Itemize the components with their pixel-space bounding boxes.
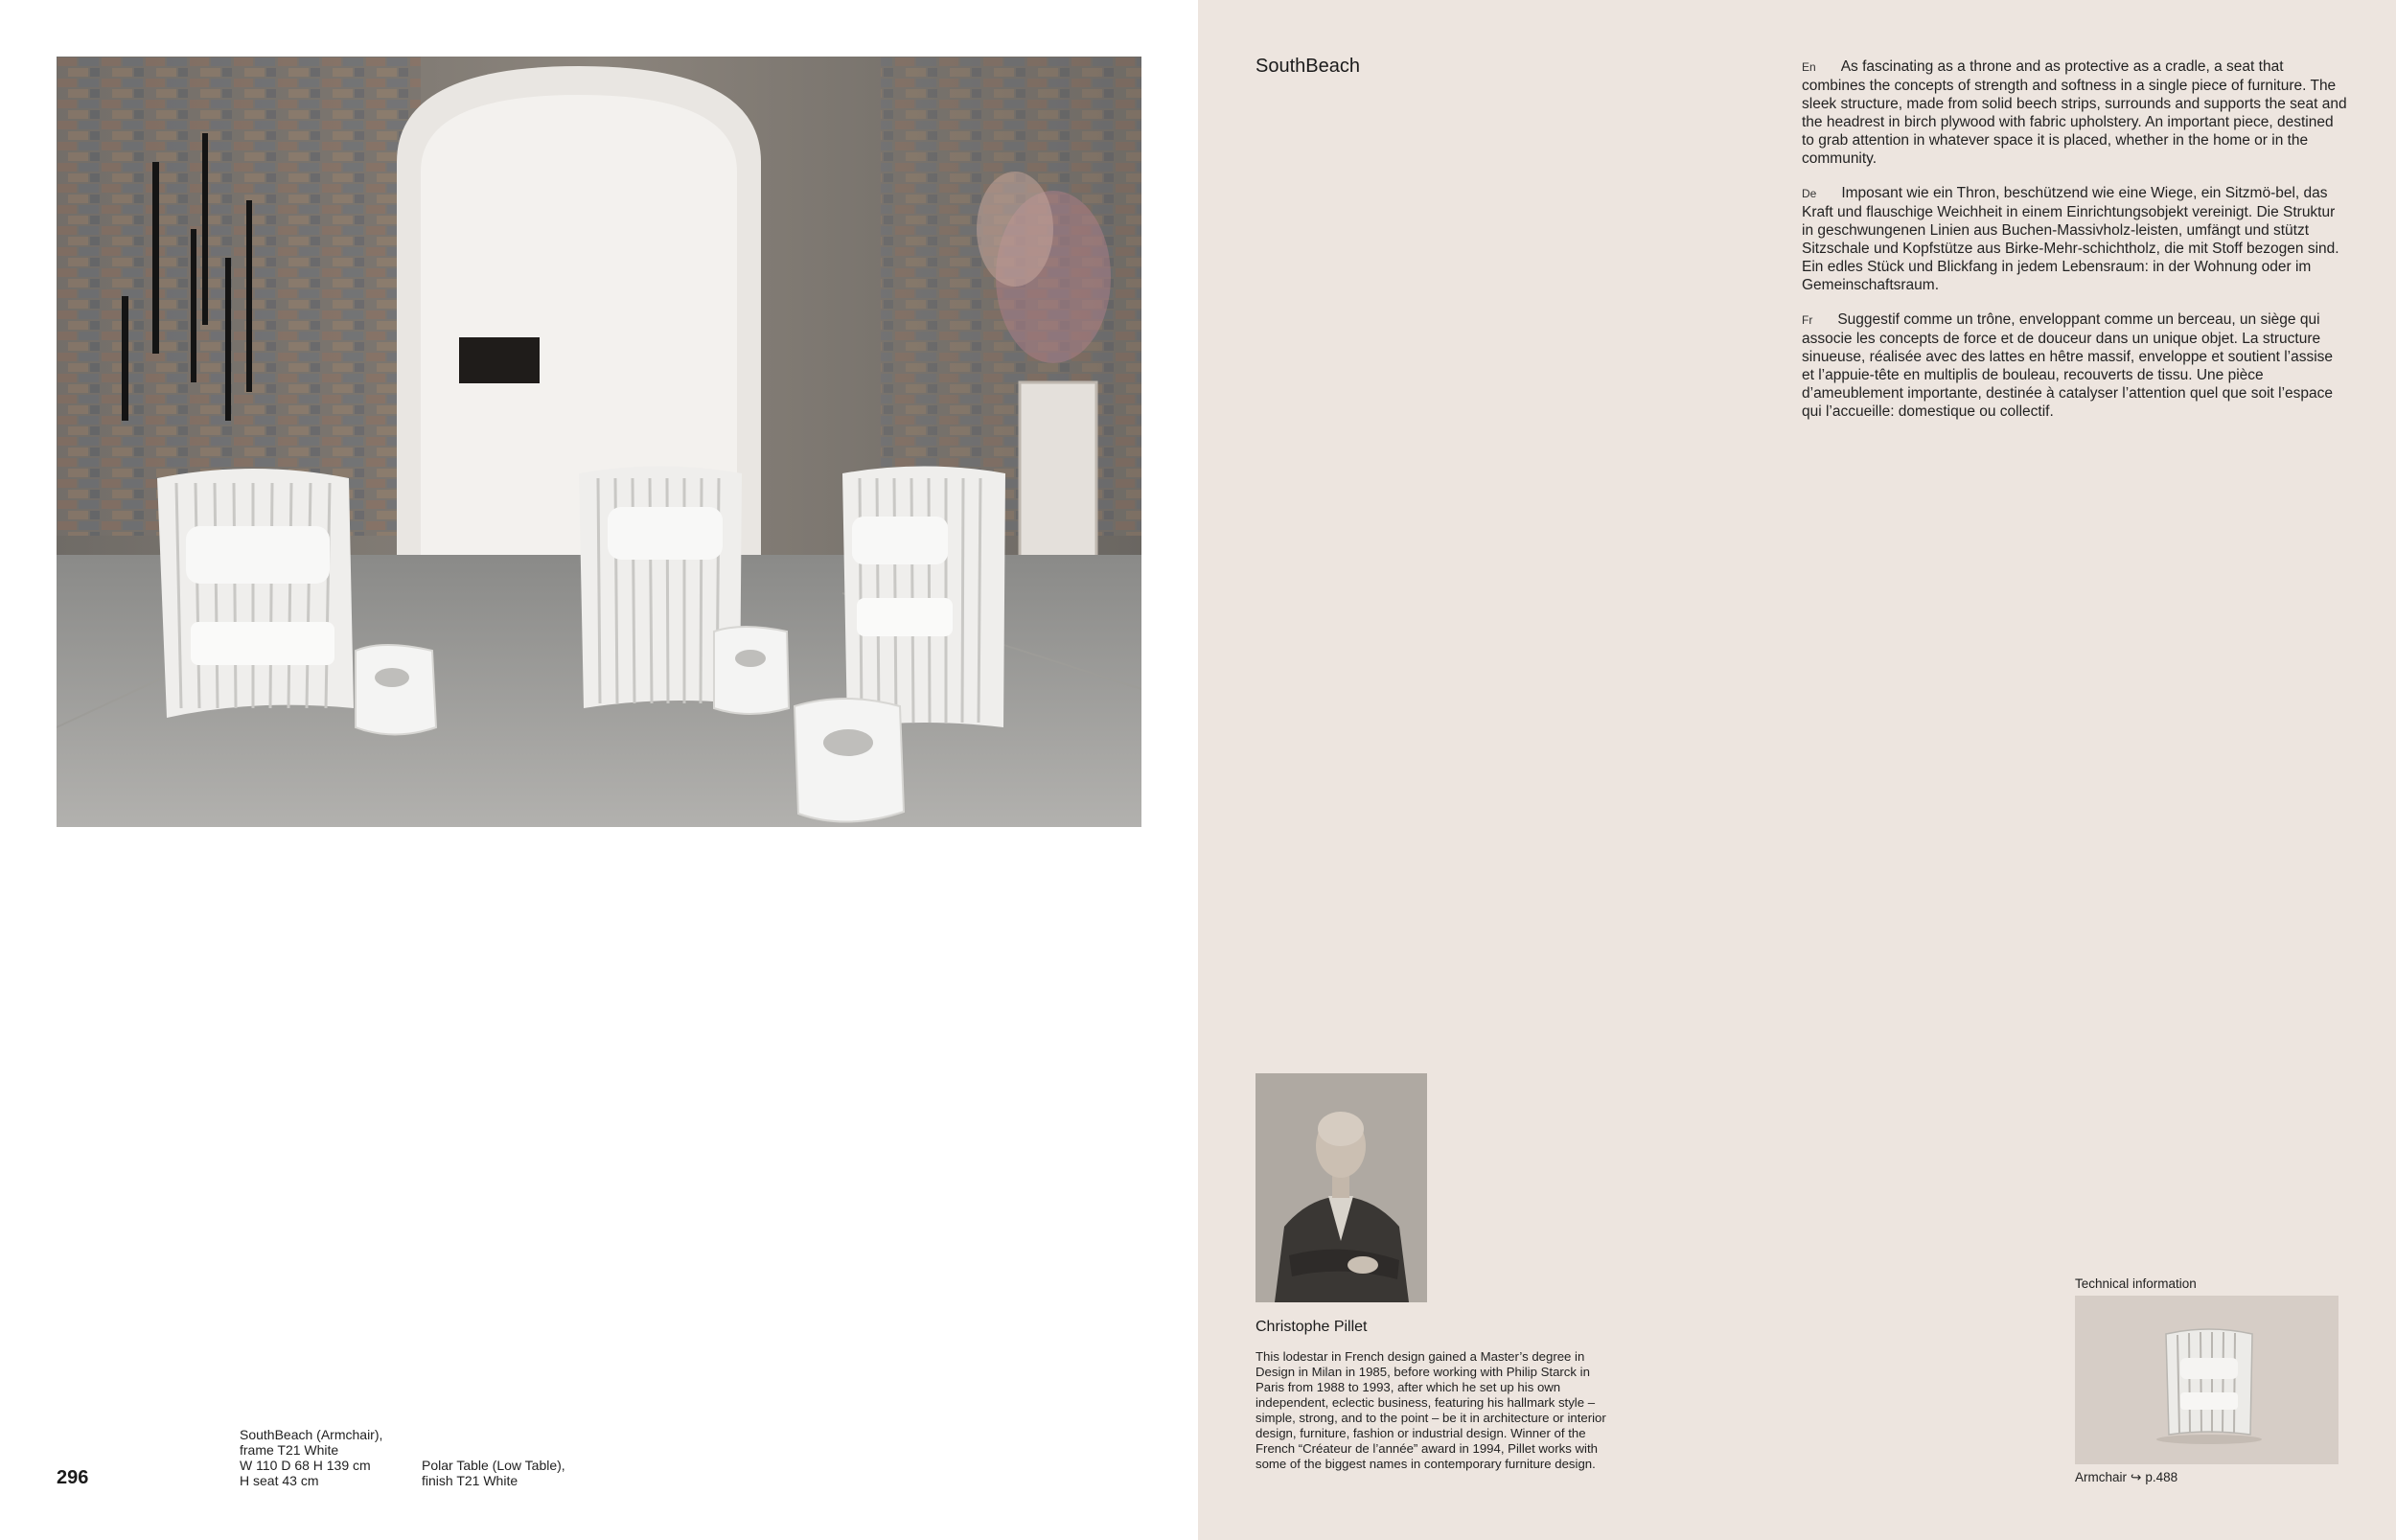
- table-caption-line: finish T21 White: [422, 1473, 518, 1488]
- armchair-caption-line: SouthBeach (Armchair),: [240, 1427, 383, 1442]
- technical-armchair-thumbnail: [2075, 1296, 2338, 1464]
- language-code: En: [1802, 60, 1816, 74]
- description-text: Suggestif comme un trône, enveloppant comme un berceau, un siège qui associe les concepts de force et de douceur dans un unique objet. La structure sinueuse, réalisée avec des lattes en hêtre massif, enveloppe et soutient l’assise et l’appuie-tête en multiplis de bouleau, recouverts de tissu. Une pièce d’ameublement importante, destinée à catalyser l’attention quel que soit l’espace qui l’accueille: domestique ou collectif.: [1802, 311, 2334, 420]
- table-caption-line: Polar Table (Low Table),: [422, 1458, 565, 1473]
- product-title: SouthBeach: [1256, 56, 1360, 77]
- technical-information-label: Technical information: [2075, 1276, 2197, 1291]
- technical-link[interactable]: [2075, 1470, 2177, 1485]
- product-photo: [57, 57, 1141, 827]
- page-number: 296: [57, 1467, 89, 1488]
- return-arrow-icon: ↪: [2131, 1470, 2142, 1484]
- technical-link-item: Armchair: [2075, 1470, 2128, 1484]
- description-english: [1802, 57, 2348, 168]
- designer-bio: This lodestar in French design gained a Master’s degree in Design in Milan in 1985, before working with Philip Starck in Paris from 1988 to 1993, after which he set up his own independent, eclectic business, featuring his hallmark style – simple, strong, and to the point – be it in architecture or interior design, furniture, fashion or industrial design. Winner of the French “Créateur de l’année” award in 1994, Pillet works with some of the biggest names in contemporary furniture design.: [1256, 1349, 1606, 1471]
- armchair-caption-line: W 110 D 68 H 139 cm: [240, 1458, 371, 1473]
- designer-name: Christophe Pillet: [1256, 1319, 1368, 1335]
- designer-portrait: [1256, 1073, 1427, 1302]
- description-text: As fascinating as a throne and as protective as a cradle, a seat that combines the concepts of strength and softness in a single piece of furniture. The sleek structure, made from solid beech strips, surrounds and supports the seat and the headrest in birch plywood with fabric upholstery. An important piece, destined to grab attention in whatever space it is placed, whether in the home or in the community.: [1802, 58, 2347, 167]
- technical-link-page: p.488: [2145, 1470, 2178, 1484]
- description-german: [1802, 184, 2348, 294]
- armchair-caption-line: H seat 43 cm: [240, 1473, 319, 1488]
- language-code: De: [1802, 187, 1817, 200]
- description-text: Imposant wie ein Thron, beschützend wie eine Wiege, ein Sitzmö-bel, das Kraft und flauschige Weichheit in einem Einrichtungsobjekt vereinigt. Die Struktur in geschwungenen Linien aus Buchen-Massivholz-leisten, umfängt und stützt Sitzschale und Kopfstütze aus Birke-Mehr-schichtholz, die mit Stoff bezogen sind. Ein edles Stück und Blickfang in jedem Lebensraum: in der Wohnung oder im Gemeinschaftsraum.: [1802, 185, 2339, 293]
- description-french: [1802, 310, 2348, 421]
- armchair-caption-line: frame T21 White: [240, 1442, 339, 1458]
- right-page: [1198, 0, 2396, 1540]
- armchair-caption: [240, 1427, 382, 1488]
- language-code: Fr: [1802, 313, 1813, 327]
- table-caption: [422, 1458, 565, 1488]
